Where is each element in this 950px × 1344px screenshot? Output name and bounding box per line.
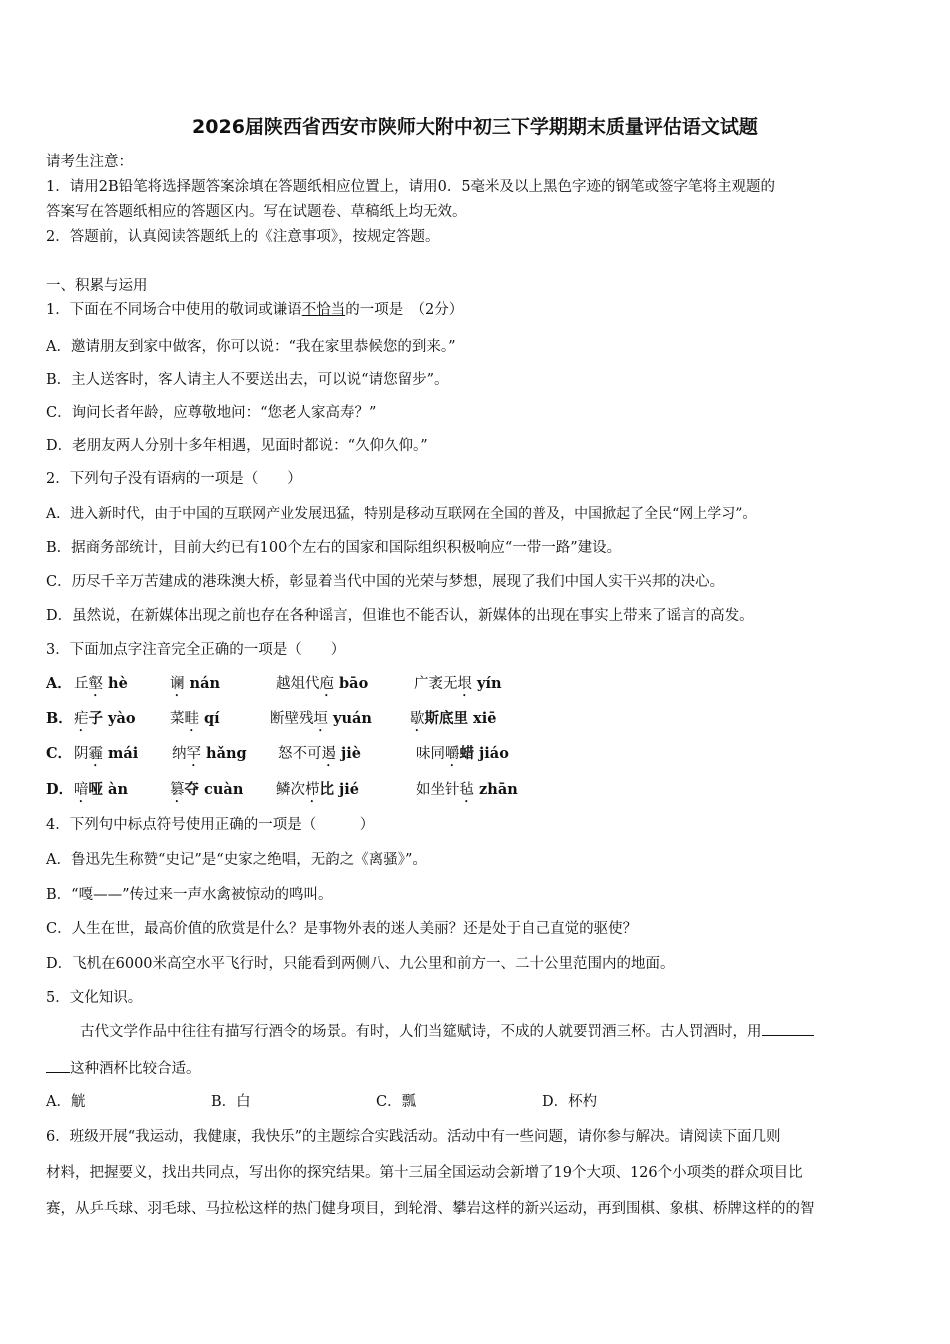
q5-option-d: D．杯杓 [542, 1094, 598, 1110]
q5-option-b: B．白 [211, 1094, 251, 1110]
q3-item: 疟子 yào [74, 710, 136, 727]
q1-option-a: A．邀请朋友到家中做客，你可以说：“我在家里恭候您的到来。” [46, 339, 456, 355]
q3-row-label: B． [46, 710, 73, 727]
q4-option-a: A．鲁迅先生称赞“史记”是“史家之绝唱，无韵之《离骚》”。 [46, 852, 427, 868]
notice-item-1b: 答案写在答题纸相应的答题区内。写在试题卷、草稿纸上均无效。 [46, 204, 467, 220]
q4-option-b: B．“嘎——”传过来一声水禽被惊动的鸣叫。 [46, 887, 333, 903]
q2-stem: 2．下列句子没有语病的一项是（ ） [46, 471, 302, 487]
q2-option-d: D．虽然说，在新媒体出现之前也存在各种谣言，但谁也不能否认，新媒体的出现在事实上带来了谣言的高发。 [46, 608, 754, 624]
q1-option-b: B．主人送客时，客人请主人不要送出去，可以说“请您留步”。 [46, 372, 449, 388]
page-title: 2026届陕西省西安市陕师大附中初三下学期期末质量评估语文试题 [192, 116, 758, 138]
notice-item-2: 2．答题前，认真阅读答题纸上的《注意事项》，按规定答题。 [46, 229, 440, 245]
section-heading: 一、积累与运用 [46, 278, 148, 294]
q3-item: 篡夺 cuàn [170, 781, 244, 798]
q3-item: 谰 nán [170, 675, 221, 692]
q6-line1: 6．班级开展“我运动，我健康，我快乐”的主题综合实践活动。活动中有一些问题，请你参与解决。请阅读下面几则 [46, 1129, 781, 1145]
answer-blank[interactable] [46, 1058, 70, 1073]
q2-option-c: C．历尽千辛万苦建成的港珠澳大桥，彰显着当代中国的光荣与梦想，展现了我们中国人实干兴邦的决心。 [46, 574, 725, 590]
q2-option-a: A．进入新时代，由于中国的互联网产业发展迅猛，特别是移动互联网在全国的普及，中国掀起了全民“网上学习”。 [46, 506, 757, 522]
q3-item: 鳞次栉比 jié [276, 781, 360, 798]
q4-option-c: C．人生在世，最高价值的欣赏是什么？是事物外表的迷人美丽？还是处于自己直觉的驱使？ [46, 921, 638, 937]
q5-passage-line1: 古代文学作品中往往有描写行酒令的场景。有时，人们当筵赋诗，不成的人就要罚酒三杯。古人罚酒时，用 [80, 1021, 814, 1042]
q5-stem: 5．文化知识。 [46, 990, 143, 1006]
q1-stem [46, 300, 463, 320]
notice-heading: 请考生注意： [46, 154, 133, 170]
q1-stem-post: 的一项是 （2分） [345, 302, 464, 318]
q2-option-b: B．据商务部统计，目前大约已有100个左右的国家和国际组织积极响应“一带一路”建设。 [46, 540, 622, 556]
q3-item: 断壁残垣 yuán [270, 710, 372, 727]
q3-item: 阴霾 mái [74, 745, 139, 762]
q3-row-label: A． [46, 675, 72, 692]
q6-line3: 赛，从乒乓球、羽毛球、马拉松这样的热门健身项目，到轮滑、攀岩这样的新兴运动，再到围棋、象棋、桥牌这样的的智 [46, 1201, 815, 1217]
q3-item: 纳罕 hǎng [172, 745, 247, 762]
q1-option-c: C．询问长者年龄，应尊敬地问：“您老人家高寿？” [46, 405, 377, 421]
q1-option-d: D．老朋友两人分别十多年相遇，见面时都说：“久仰久仰。” [46, 438, 428, 454]
q3-item: 味同嚼蜡 jiáo [416, 745, 509, 762]
q3-item: 怒不可遏 jiè [278, 745, 362, 762]
q3-stem: 3．下面加点字注音完全正确的一项是（ ） [46, 642, 346, 658]
q3-item: 喑哑 àn [74, 781, 128, 798]
q3-item: 歇斯底里 xiē [410, 710, 497, 727]
q3-item: 丘壑 hè [74, 675, 128, 692]
q5-option-c: C．瓢 [376, 1094, 417, 1110]
q3-item: 广袤无垠 yín [414, 675, 502, 692]
q3-item: 越俎代庖 bāo [276, 675, 369, 692]
q4-stem: 4．下列句中标点符号使用正确的一项是（ ） [46, 817, 375, 833]
q6-line2: 材料，把握要义，找出共同点，写出你的探究结果。第十三届全国运动会新增了19个大项、126个小项类的群众项目比 [46, 1165, 803, 1181]
q3-item: 菜畦 qí [170, 710, 220, 727]
answer-blank[interactable] [762, 1021, 814, 1036]
q5-passage-line2: 这种酒杯比较合适。 [46, 1058, 201, 1079]
q3-row-label: C． [46, 745, 73, 762]
q1-stem-emph: 不恰当 [301, 302, 346, 318]
q3-item: 如坐针毡 zhān [416, 781, 518, 798]
q3-row-label: D． [46, 781, 74, 798]
q5-option-a: A．觥 [46, 1094, 86, 1110]
q4-option-d: D．飞机在6000米高空水平飞行时，只能看到两侧八、九公里和前方一、二十公里范围内的地面。 [46, 956, 675, 972]
q1-stem-pre: 1．下面在不同场合中使用的敬词或谦语 [46, 302, 302, 318]
notice-item-1a: 1．请用2B铅笔将选择题答案涂填在答题纸相应位置上，请用0．5毫米及以上黑色字迹的钢笔或签字笔将主观题的 [46, 179, 776, 195]
